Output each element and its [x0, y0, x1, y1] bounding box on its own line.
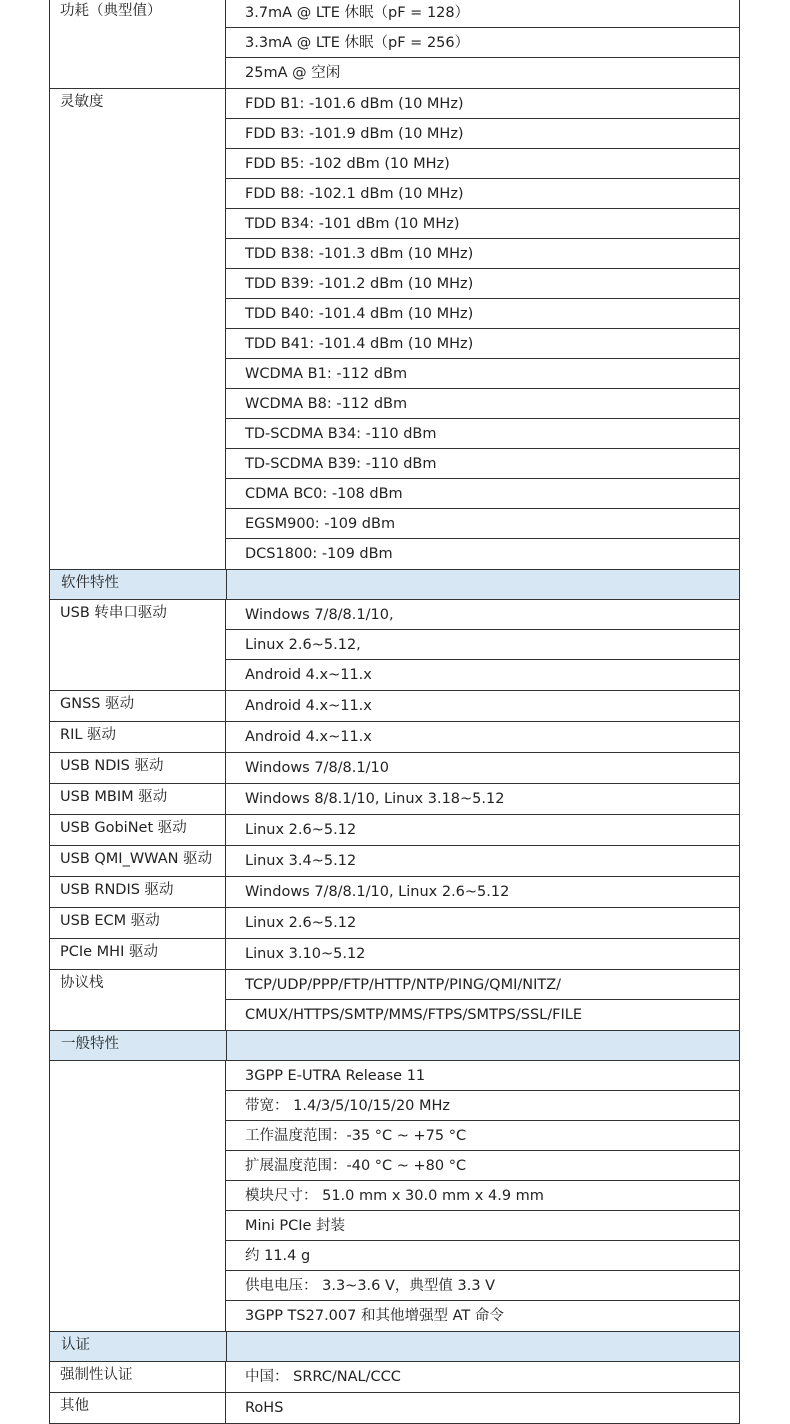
spec-row-group	[49, 877, 740, 908]
spec-value: FDD B5: -102 dBm (10 MHz)	[226, 149, 739, 179]
spec-value: TDD B39: -101.2 dBm (10 MHz)	[226, 269, 739, 299]
spec-values	[226, 691, 739, 721]
spec-value: TCP/UDP/PPP/FTP/HTTP/NTP/PING/QMI/NITZ/	[226, 970, 739, 1000]
spec-label: 协议栈	[50, 970, 226, 1030]
spec-value: 3GPP TS27.007 和其他增强型 AT 命令	[245, 1308, 504, 1324]
spec-value: 中国： SRRC/NAL/CCC	[245, 1369, 401, 1385]
spec-value: 供电电压： 3.3~3.6 V，典型值 3.3 V	[226, 1271, 739, 1301]
spec-row-group	[49, 908, 740, 939]
spec-value: Linux 2.6~5.12	[245, 822, 357, 838]
spec-value: Windows 7/8/8.1/10	[245, 760, 389, 776]
section-title: 一般特性	[61, 1036, 119, 1052]
spec-label: PCIe MHI 驱动	[50, 939, 226, 969]
spec-value: Android 4.x~11.x	[245, 698, 372, 714]
spec-label	[50, 1061, 226, 1331]
spec-value: TDD B34: -101 dBm (10 MHz)	[226, 209, 739, 239]
spec-label: 灵敏度	[50, 89, 226, 569]
spec-values	[226, 0, 739, 88]
spec-value: 扩展温度范围：-40 °C ~ +80 °C	[226, 1151, 739, 1181]
spec-value: 3.3mA @ LTE 休眠（pF = 256）	[226, 28, 739, 58]
spec-row-group	[49, 815, 740, 846]
spec-value: DCS1800: -109 dBm	[245, 546, 393, 562]
spec-value: Linux 2.6~5.12,	[226, 630, 739, 660]
spec-value: WCDMA B8: -112 dBm	[226, 389, 739, 419]
spec-values	[226, 815, 739, 845]
spec-value: Linux 3.10~5.12	[245, 946, 366, 962]
spec-values	[226, 1393, 739, 1423]
spec-values	[226, 600, 739, 690]
spec-row-group	[49, 1362, 740, 1393]
spec-value: Android 4.x~11.x	[245, 667, 372, 683]
spec-value: 25mA @ 空闲	[245, 65, 341, 81]
section-header	[49, 1031, 740, 1061]
section-header	[49, 1332, 740, 1362]
spec-table	[49, 0, 740, 1424]
spec-value: CDMA BC0: -108 dBm	[226, 479, 739, 509]
spec-value: TDD B41: -101.4 dBm (10 MHz)	[226, 329, 739, 359]
spec-label: 强制性认证	[50, 1362, 226, 1392]
spec-row-group	[49, 939, 740, 970]
spec-values	[226, 970, 739, 1030]
spec-value: Linux 3.4~5.12	[245, 853, 357, 869]
spec-value: 工作温度范围：-35 °C ~ +75 °C	[226, 1121, 739, 1151]
spec-label: USB RNDIS 驱动	[50, 877, 226, 907]
spec-label: GNSS 驱动	[50, 691, 226, 721]
section-divider	[226, 570, 227, 599]
spec-value: Windows 7/8/8.1/10, Linux 2.6~5.12	[245, 884, 510, 900]
spec-value: 约 11.4 g	[226, 1241, 739, 1271]
spec-row-group	[49, 0, 740, 89]
spec-value: Android 4.x~11.x	[245, 729, 372, 745]
section-title: 软件特性	[61, 575, 119, 591]
spec-row-group	[49, 722, 740, 753]
spec-value: Mini PCIe 封装	[226, 1211, 739, 1241]
spec-value: TD-SCDMA B34: -110 dBm	[226, 419, 739, 449]
section-title: 认证	[61, 1337, 90, 1353]
spec-label: 功耗（典型值）	[50, 0, 226, 88]
spec-values	[226, 1362, 739, 1392]
spec-value: FDD B8: -102.1 dBm (10 MHz)	[226, 179, 739, 209]
spec-label: RIL 驱动	[50, 722, 226, 752]
spec-value: WCDMA B1: -112 dBm	[226, 359, 739, 389]
spec-value: RoHS	[245, 1400, 284, 1416]
section-divider	[226, 1031, 227, 1060]
spec-value: FDD B1: -101.6 dBm (10 MHz)	[226, 89, 739, 119]
spec-row-group	[49, 691, 740, 722]
spec-value: TDD B38: -101.3 dBm (10 MHz)	[226, 239, 739, 269]
spec-values	[226, 753, 739, 783]
spec-label: USB NDIS 驱动	[50, 753, 226, 783]
spec-value: EGSM900: -109 dBm	[226, 509, 739, 539]
spec-label: USB ECM 驱动	[50, 908, 226, 938]
spec-values	[226, 939, 739, 969]
spec-value: TDD B40: -101.4 dBm (10 MHz)	[226, 299, 739, 329]
spec-value: Windows 8/8.1/10, Linux 3.18~5.12	[245, 791, 505, 807]
section-header	[49, 570, 740, 600]
spec-value: TD-SCDMA B39: -110 dBm	[226, 449, 739, 479]
spec-value: Windows 7/8/8.1/10,	[226, 600, 739, 630]
spec-row-group	[49, 784, 740, 815]
section-divider	[226, 1332, 227, 1361]
spec-row-group	[49, 600, 740, 691]
spec-label: USB 转串口驱动	[50, 600, 226, 690]
spec-label: 其他	[50, 1393, 226, 1423]
spec-value: FDD B3: -101.9 dBm (10 MHz)	[226, 119, 739, 149]
spec-label: USB GobiNet 驱动	[50, 815, 226, 845]
spec-values	[226, 846, 739, 876]
spec-value: 模块尺寸： 51.0 mm x 30.0 mm x 4.9 mm	[226, 1181, 739, 1211]
spec-value: 3.7mA @ LTE 休眠（pF = 128）	[226, 0, 739, 28]
spec-row-group	[49, 89, 740, 570]
spec-value: 3GPP E-UTRA Release 11	[226, 1061, 739, 1091]
spec-row-group	[49, 846, 740, 877]
spec-values	[226, 784, 739, 814]
spec-values	[226, 1061, 739, 1331]
spec-values	[226, 877, 739, 907]
spec-row-group	[49, 1061, 740, 1332]
spec-values	[226, 908, 739, 938]
spec-value: 带宽： 1.4/3/5/10/15/20 MHz	[226, 1091, 739, 1121]
spec-row-group	[49, 1393, 740, 1424]
spec-value: CMUX/HTTPS/SMTP/MMS/FTPS/SMTPS/SSL/FILE	[245, 1007, 582, 1023]
spec-row-group	[49, 970, 740, 1031]
spec-row-group	[49, 753, 740, 784]
spec-label: USB MBIM 驱动	[50, 784, 226, 814]
spec-label: USB QMI_WWAN 驱动	[50, 846, 226, 876]
spec-values	[226, 722, 739, 752]
spec-values	[226, 89, 739, 569]
spec-value: Linux 2.6~5.12	[245, 915, 357, 931]
